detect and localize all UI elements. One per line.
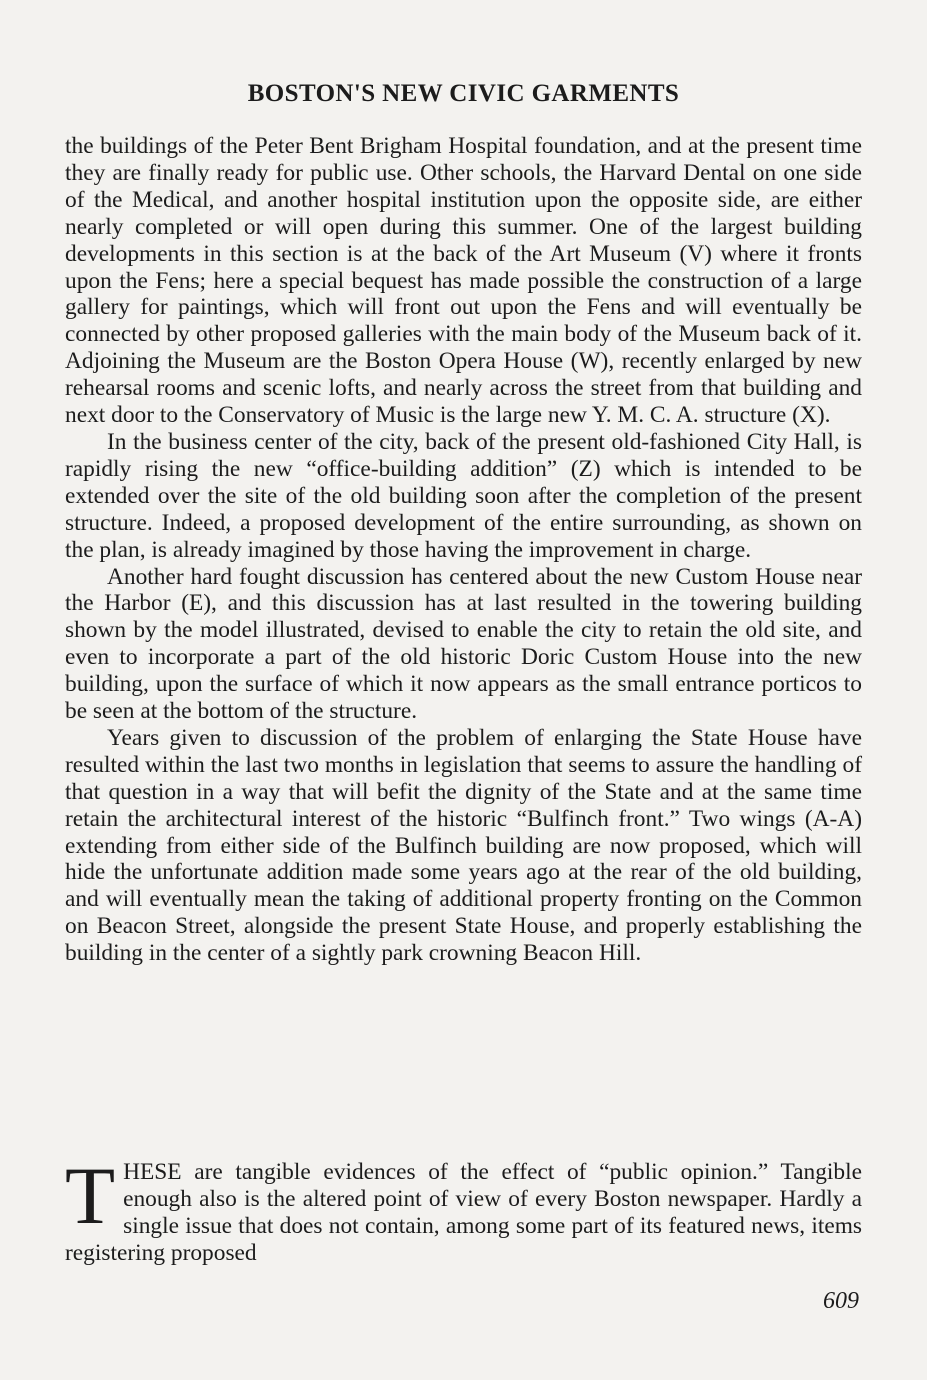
paragraph-custom-house: Another hard fought discussion has centered about the new Custom House near the Harbor (E), and this discussion has at last resulted in the towering building shown by the model illustrated, devised to enable the city to retain the old site, and even to incorporate a part of the old historic Doric Custom House into the new building, upon the surface of which it now appears as the small entrance porticos to be seen at the bottom of the structure.: [65, 563, 862, 725]
page-number: 609: [823, 1288, 859, 1314]
paragraph-city-hall: In the business center of the city, back of the present old-fashioned City Hall, is rapidly rising the new “office-building addition” (Z) which is intended to be extended over the site of the old building soon after the completion of the present structure. Indeed, a proposed development of the entire surrounding, as shown on the plan, is already imagined by those having the improvement in charge.: [65, 428, 862, 563]
section-text: [65, 1150, 862, 1267]
paragraph-continued: the buildings of the Peter Bent Brigham Hospital foundation, and at the present time they are finally ready for public use. Other schools, the Harvard Dental on one side of the Medical, and another hospital institution upon the opposite side, are either nearly completed or will open during this summer. One of the largest building developments in this section is at the back of the Art Museum (V) where it fronts upon the Fens; here a special bequest has made possible the construction of a large gallery for paintings, which will front out upon the Fens and will eventually be connected by other proposed galleries with the main body of the Museum back of it. Adjoining the Museum are the Boston Opera House (W), recently enlarged by new rehearsal rooms and scenic lofts, and nearly across the street from that building and next door to the Conservatory of Music is the large new Y. M. C. A. structure (X).: [65, 133, 862, 429]
section-paragraph-text: HESE are tangible evidences of the effect of “public opinion.” Tangible enough also is the altered point of view of every Boston newspaper. Hardly a single issue that does not contain, among some part of its featured news, items registering proposed: [65, 1159, 862, 1266]
paragraph-public-opinion: [65, 1150, 862, 1267]
paragraph-state-house: Years given to discussion of the problem of enlarging the State House have resulted within the last two months in legislation that seems to assure the handling of that question in a way that will befit the dignity of the State and at the same time retain the architectural interest of the historic “Bulfinch front.” Two wings (A-A) extending from either side of the Bulfinch building are now proposed, which will hide the unfortunate addition made some years ago at the rear of the old building, and will eventually mean the taking of additional property fronting on the Common on Beacon Street, alongside the present State House, and properly establishing the building in the center of a sightly park crowning Beacon Hill.: [65, 724, 862, 967]
drop-cap-letter: T: [65, 1150, 116, 1241]
body-text: [65, 133, 862, 967]
running-head-title: BOSTON'S NEW CIVIC GARMENTS: [247, 80, 680, 107]
